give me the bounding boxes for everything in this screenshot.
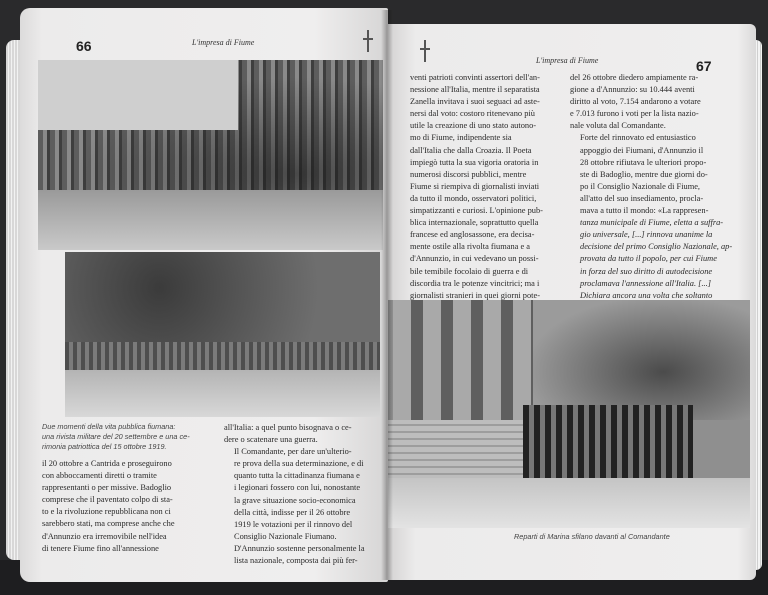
text-line: Forte del rinnovato ed entusiastico bbox=[580, 133, 696, 143]
text-line: dall'Italia che dalla Croazia. Il Poeta bbox=[410, 145, 532, 155]
navy-parade-photo bbox=[388, 300, 750, 528]
patriotic-ceremony-photo bbox=[65, 252, 380, 417]
paragraph bbox=[570, 72, 740, 132]
text-line: con abboccamenti diretti o tramite bbox=[42, 471, 157, 481]
paragraph bbox=[410, 72, 560, 326]
text-line: di tenere Fiume fino all'annessione bbox=[42, 543, 159, 553]
text-line: dere o scatenare una guerra. bbox=[224, 435, 318, 445]
text-line: venti patrioti convinti assertori dell'an- bbox=[410, 73, 540, 82]
text-line: proclamava l'annessione all'Italia. [...] bbox=[580, 278, 711, 288]
text-line: diritto al voto, 7.154 andarono a votare bbox=[570, 97, 701, 107]
text-line: re prova della sua determinazione, e di bbox=[234, 459, 364, 469]
text-line: blica internazionale, soprattutto quella bbox=[410, 218, 539, 228]
text-line: decisione del primo Consiglio Nazionale, ap- bbox=[580, 242, 733, 252]
text-line: po il Consiglio Nazionale di Fiume, bbox=[580, 181, 701, 191]
left-text-column-2 bbox=[224, 422, 380, 567]
paragraph bbox=[570, 132, 740, 326]
left-running-head: L'impresa di Fiume bbox=[192, 38, 255, 47]
text-line: Fiume si riempiva di giornalisti inviati bbox=[410, 181, 540, 191]
right-photo-caption: Reparti di Marina sfilano davanti al Comandante bbox=[514, 532, 670, 541]
text-line: del 26 ottobre diedero ampiamente ra- bbox=[570, 73, 699, 82]
text-line: discordia tra le potenze vincitrici; ma i bbox=[410, 278, 540, 288]
left-page bbox=[20, 8, 388, 582]
fiume-emblem-icon bbox=[420, 40, 430, 62]
text-line: nale voluta dal Comandante. bbox=[570, 121, 666, 131]
left-page-number: 66 bbox=[76, 38, 92, 54]
text-line: impiegò tutta la sua vigoria oratoria in bbox=[410, 157, 539, 167]
text-line: all'atto del suo insediamento, procla- bbox=[580, 193, 704, 203]
text-line: quanto tutta la cittadinanza fiumana e bbox=[234, 471, 360, 481]
text-line: Consiglio Nazionale Fiumano. bbox=[234, 531, 337, 541]
right-page-number: 67 bbox=[696, 58, 712, 74]
text-line: d'Annunzio era irremovibile nell'idea bbox=[42, 531, 167, 541]
text-line: mo di Fiume, indipendente sia bbox=[410, 133, 512, 143]
text-line: Zanella invitava i suoi seguaci ad aste- bbox=[410, 97, 540, 107]
text-line: il 20 ottobre a Cantrida e proseguirono bbox=[42, 459, 172, 468]
right-running-head: L'impresa di Fiume bbox=[536, 56, 599, 65]
text-line: rappresentanti o per missive. Badoglio bbox=[42, 483, 172, 493]
text-line: comprese che il paventato colpo di sta- bbox=[42, 495, 173, 505]
text-line: nessione all'Italia, mentre il separatista bbox=[410, 85, 540, 95]
text-line: simpatizzanti e curiosi. L'opinione pub- bbox=[410, 206, 543, 216]
left-photo-caption bbox=[42, 422, 222, 452]
text-line: d'Annunzio, in cui vedevano un possi- bbox=[410, 254, 539, 264]
text-line: appoggio dei Fiumani, d'Annunzio il bbox=[580, 145, 704, 155]
text-line: tanza municipale di Fiume, eletta a suffra- bbox=[580, 218, 724, 228]
text-line: bile temibile focolaio di guerra e di bbox=[410, 266, 529, 276]
paragraph bbox=[224, 446, 380, 567]
text-line: 28 ottobre rifiutava le ulteriori propo- bbox=[580, 157, 707, 167]
text-line: D'Annunzio sostenne personalmente la bbox=[234, 543, 365, 553]
text-line: in forza del suo diritto di autodecisione bbox=[580, 266, 713, 276]
text-line: sarebbero stati, ma comprese anche che bbox=[42, 519, 175, 529]
caption-line: Due momenti della vita pubblica fiumana: bbox=[42, 422, 176, 431]
text-line: to e la rivoluzione repubblicana non ci bbox=[42, 507, 171, 517]
paragraph bbox=[42, 458, 208, 555]
text-line: lista nazionale, composta dai più fer- bbox=[234, 556, 358, 566]
text-line: gione a d'Annunzio: su 10.444 aventi bbox=[570, 85, 695, 95]
text-line: ste di Badoglio, mentre due giorni do- bbox=[580, 169, 708, 179]
caption-line: rimonia patriottica del 15 ottobre 1919. bbox=[42, 442, 167, 451]
text-line: da tutto il mondo, osservatori politici, bbox=[410, 193, 537, 203]
text-line: della città, indisse per il 26 ottobre bbox=[234, 507, 351, 517]
left-text-column-1 bbox=[42, 458, 208, 555]
paragraph bbox=[224, 422, 380, 446]
text-line: utile la creazione di uno stato autono- bbox=[410, 121, 537, 131]
text-line: Il Comandante, per dare un'ulterio- bbox=[234, 447, 352, 457]
text-line: Dichiara ancora una volta che soltanto bbox=[580, 290, 713, 300]
book-spine-shadow bbox=[381, 10, 393, 580]
right-text-column-2 bbox=[570, 72, 740, 326]
right-page bbox=[386, 24, 756, 580]
text-line: nersi dal voto: costoro ritenevano più bbox=[410, 109, 535, 119]
text-line: 1919 le votazioni per il rinnovo del bbox=[234, 519, 353, 529]
text-line: i legionari fossero con lui, nonostante bbox=[234, 483, 361, 493]
text-line: all'Italia: a quel punto bisognava o ce- bbox=[224, 423, 352, 432]
military-review-photo bbox=[38, 60, 383, 250]
text-line: francese ed anglosassone, era decisa- bbox=[410, 230, 535, 240]
text-line: mava a tutto il mondo: «La rappresen- bbox=[580, 206, 709, 216]
text-line: mente ostile alla rivolta fiumana e a bbox=[410, 242, 530, 252]
text-line: giornalisti stranieri in quei giorni pote- bbox=[410, 290, 541, 300]
right-text-column-1 bbox=[410, 72, 560, 326]
fiume-emblem-icon bbox=[363, 30, 373, 52]
text-line: gio universale, [...] rinnova unanime la bbox=[580, 230, 713, 240]
text-line: la grave situazione socio-economica bbox=[234, 495, 356, 505]
text-line: provata da tutto il popolo, per cui Fiume bbox=[580, 254, 717, 264]
caption-line: una rivista militare del 20 settembre e una ce- bbox=[42, 432, 190, 441]
text-line: e 7.013 furono i voti per la lista nazio- bbox=[570, 109, 699, 119]
text-line: numerosi discorsi pubblici, mentre bbox=[410, 169, 527, 179]
